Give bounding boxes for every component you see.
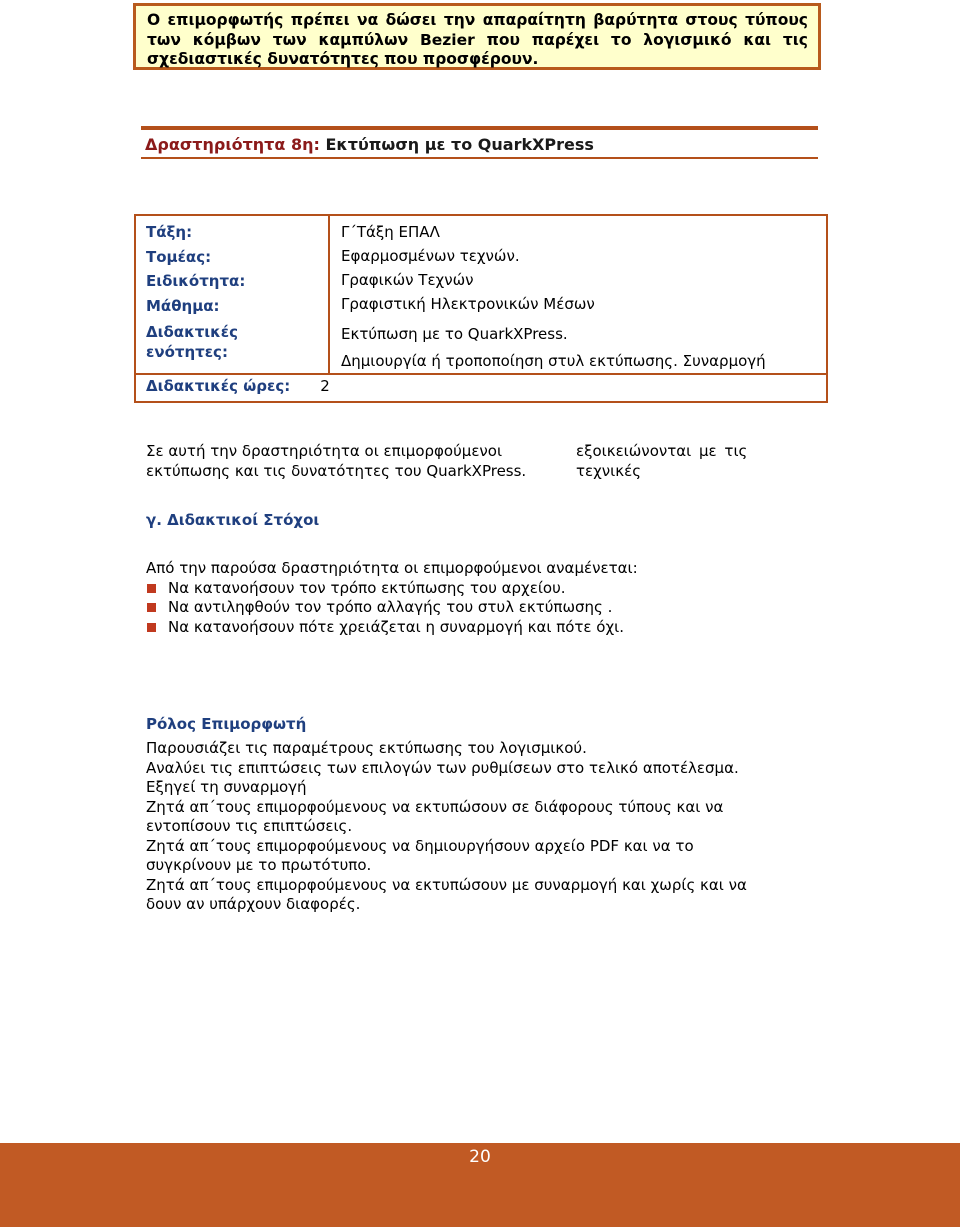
title-rule-top: [141, 126, 818, 130]
role-line: εντοπίσουν τις επιπτώσεις.: [146, 817, 353, 835]
list-item: [146, 579, 818, 599]
role-line: Αναλύει τις επιπτώσεις των επιλογών των ρυθμίσεων στο τελικό αποτέλεσμα.: [146, 758, 739, 777]
square-bullet-icon: [147, 584, 156, 593]
goals-heading: γ. Διδακτικοί Στόχοι: [146, 511, 320, 529]
note-box: [133, 3, 821, 70]
page-number: 20: [469, 1147, 491, 1167]
role-line: Ζητά απ΄τους επιμορφούμενους να εκτυπώσουν με συναρμογή και χωρίς και να: [146, 875, 747, 894]
info-values: [329, 215, 827, 374]
role-line: Εξηγεί τη συναρμογή: [146, 778, 307, 796]
course-label: Μάθημα:: [146, 296, 220, 315]
note-text: Ο επιμορφωτής πρέπει να δώσει την απαραίτητη βαρύτητα στους τύπους των κόμβων των καμπύλων Bezier που παρέχει το λογισμικό και τις σχεδιαστικές δυνατότητες που προσφέρουν.: [147, 11, 808, 68]
role-line: Παρουσιάζει τις παραμέτρους εκτύπωσης του λογισμικού.: [146, 739, 587, 757]
info-labels: [135, 215, 329, 374]
role-line: δουν αν υπάρχουν διαφορές.: [146, 895, 361, 913]
goals-section: [146, 559, 818, 637]
class-label: Τάξη:: [146, 223, 193, 241]
activity-title: [145, 135, 594, 154]
units-value-1: Εκτύπωση με το QuarkXPress.: [341, 325, 568, 343]
activity-title-text: Εκτύπωση με το QuarkXPress: [325, 135, 594, 154]
role-heading: Ρόλος Επιμορφωτή: [146, 715, 307, 733]
role-line: συγκρίνουν με το πρωτότυπο.: [146, 856, 372, 874]
list-item: [146, 598, 818, 618]
list-item: [146, 618, 818, 638]
specialty-value: Γραφικών Τεχνών: [341, 271, 474, 289]
role-line: Ζητά απ΄τους επιμορφούμενους να εκτυπώσουν σε διάφορους τύπους και να: [146, 797, 724, 816]
class-value: Γ΄Τάξη ΕΠΑΛ: [341, 223, 440, 241]
goal-text: Να κατανοήσουν πότε χρειάζεται η συναρμογή και πότε όχι.: [168, 617, 624, 636]
goals-lead: Από την παρούσα δραστηριότητα οι επιμορφούμενοι αναμένεται:: [146, 559, 638, 577]
units-label-2: ενότητες:: [146, 343, 228, 361]
hours-cell: [135, 374, 827, 402]
hours-label: Διδακτικές ώρες:: [146, 377, 291, 395]
square-bullet-icon: [147, 603, 156, 612]
intro-paragraph: [146, 441, 818, 481]
intro-line2: εκτύπωσης και τις δυνατότητες του QuarkXPress.: [146, 462, 527, 480]
specialty-label: Ειδικότητα:: [146, 272, 246, 290]
role-line: Ζητά απ΄τους επιμορφούμενους να δημιουργήσουν αρχείο PDF και να το: [146, 836, 694, 855]
square-bullet-icon: [147, 623, 156, 632]
hours-value: 2: [320, 377, 330, 395]
title-rule-bottom: [141, 157, 818, 159]
units-label-1: Διδακτικές: [146, 323, 239, 341]
goals-list: [146, 579, 818, 638]
intro-line1-left: Σε αυτή την δραστηριότητα οι επιμορφούμενοι: [146, 442, 503, 460]
goal-text: Να κατανοήσουν τον τρόπο εκτύπωσης του αρχείου.: [168, 578, 566, 597]
intro-line1-right: εξοικειώνονται με τις τεχνικές: [576, 442, 748, 480]
sector-value: Εφαρμοσμένων τεχνών.: [341, 247, 520, 265]
activity-label: Δραστηριότητα 8η:: [145, 135, 320, 154]
role-section: [146, 739, 818, 915]
units-label: [146, 322, 328, 362]
units-value-2: Δημιουργία ή τροποποίηση στυλ εκτύπωσης. Συναρμογή: [341, 352, 766, 370]
sector-label: Τομέας:: [146, 247, 212, 266]
goal-text: Να αντιληφθούν τον τρόπο αλλαγής του στυλ εκτύπωσης .: [168, 598, 613, 616]
course-value: Γραφιστική Ηλεκτρονικών Μέσων: [341, 295, 595, 313]
info-table: [134, 214, 828, 403]
